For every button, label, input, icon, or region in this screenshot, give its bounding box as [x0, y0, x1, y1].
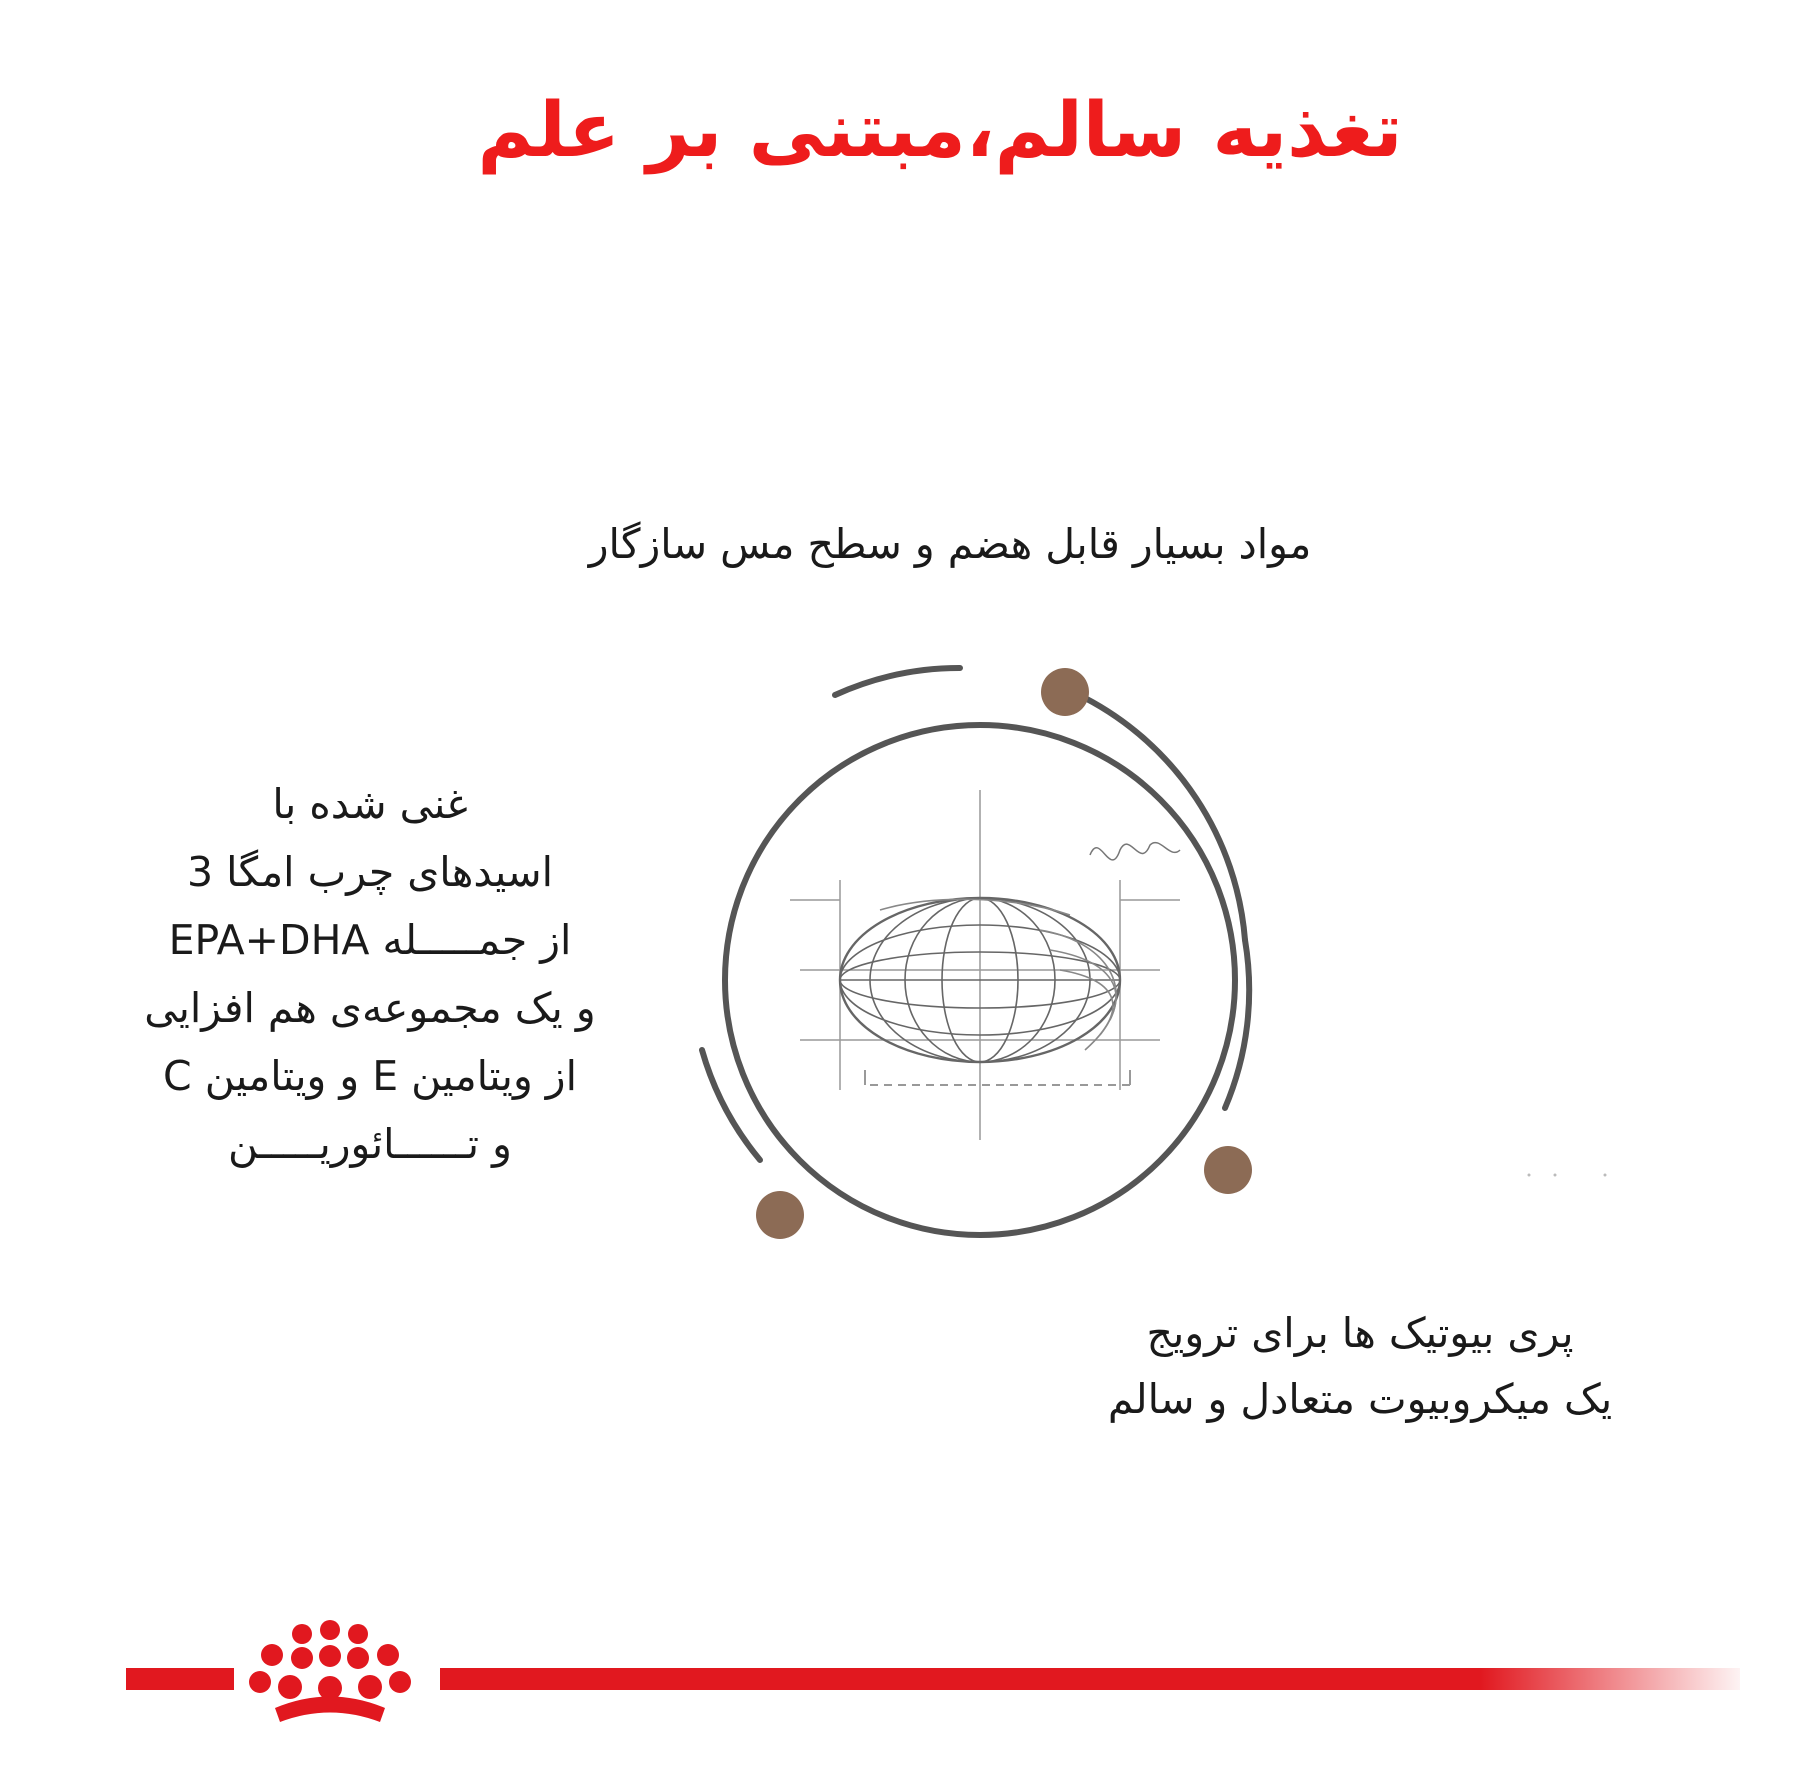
feature-omega3-line: و یک مجموعه‌ی هم افزایی — [144, 984, 596, 1032]
sketch-guides — [790, 790, 1180, 1140]
brand-footer — [0, 1600, 1800, 1750]
sketch-annotation — [1090, 843, 1180, 860]
brand-line-left — [126, 1668, 234, 1690]
feature-prebiotics-line: یک میکروبیوت متعادل و سالم — [1107, 1375, 1613, 1423]
feature-omega3-line: غنی شده با — [272, 780, 468, 828]
orbit-dot-left — [756, 1191, 804, 1239]
kibble-diagram — [680, 640, 1300, 1280]
decorative-dots — [1525, 1170, 1645, 1180]
feature-prebiotics — [1000, 1300, 1720, 1432]
feature-omega3-line: اسیدهای چرب امگا 3 — [186, 848, 554, 896]
page-title: تغذیه سالم،مبتنی بر علم — [477, 85, 1403, 174]
crown-logo — [249, 1620, 411, 1722]
feature-prebiotics-line: پری بیوتیک ها برای ترویج — [1146, 1309, 1574, 1357]
orbit-dot-right — [1204, 1146, 1252, 1194]
feature-omega3-line: از ویتامین E و ویتامین C — [163, 1052, 577, 1100]
outer-ring — [702, 668, 1249, 1160]
brand-line-right — [440, 1668, 1740, 1690]
feature-omega3 — [60, 770, 680, 1178]
feature-digestibility: مواد بسیار قابل هضم و سطح مس سازگار — [588, 520, 1312, 568]
feature-omega3-line: از جمـــــله EPA+DHA — [168, 916, 572, 964]
orbit-dot-top — [1041, 668, 1089, 716]
feature-omega3-line: و تــــــائوریـــــن — [228, 1120, 512, 1168]
